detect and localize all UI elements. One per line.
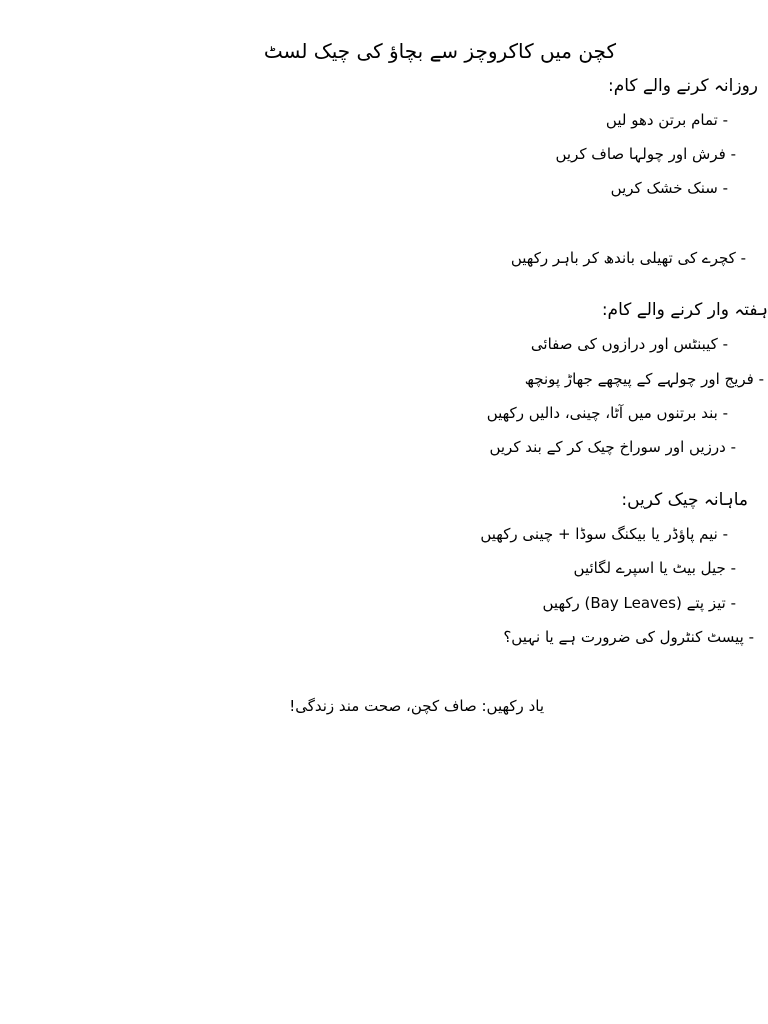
list-item: - جیل بیٹ یا اسپرے لگائیں [573, 559, 736, 577]
page-title: کچن میں کاکروچز سے بچاؤ کی چیک لسٹ [263, 39, 616, 63]
list-item: - فرش اور چولہا صاف کریں [555, 145, 736, 163]
footer-note: یاد رکھیں: صاف کچن، صحت مند زندگی! [289, 697, 544, 715]
list-item: - کچرے کی تھیلی باندھ کر باہر رکھیں [510, 249, 746, 267]
list-item: - تیز پتے (Bay Leaves) رکھیں [542, 594, 736, 612]
section-heading-daily: روزانہ کرنے والے کام: [607, 76, 758, 96]
list-item: - سنک خشک کریں [610, 179, 728, 197]
list-item: - نیم پاؤڈر یا بیکنگ سوڈا + چینی رکھیں [480, 525, 728, 543]
list-item: - بند برتنوں میں آٹا، چینی، دالیں رکھیں [486, 404, 728, 422]
list-item: - پیسٹ کنٹرول کی ضرورت ہے یا نہیں؟ [503, 628, 754, 646]
list-item: - تمام برتن دھو لیں [605, 111, 728, 129]
list-item: - فریج اور چولہے کے پیچھے جھاڑ پونچھ [524, 370, 764, 388]
section-heading-weekly: ہفتہ وار کرنے والے کام: [601, 300, 768, 320]
list-item: - کیبنٹس اور درازوں کی صفائی [530, 335, 728, 353]
list-item: - درزیں اور سوراخ چیک کر کے بند کریں [489, 438, 736, 456]
section-heading-monthly: ماہانہ چیک کریں: [621, 490, 748, 510]
